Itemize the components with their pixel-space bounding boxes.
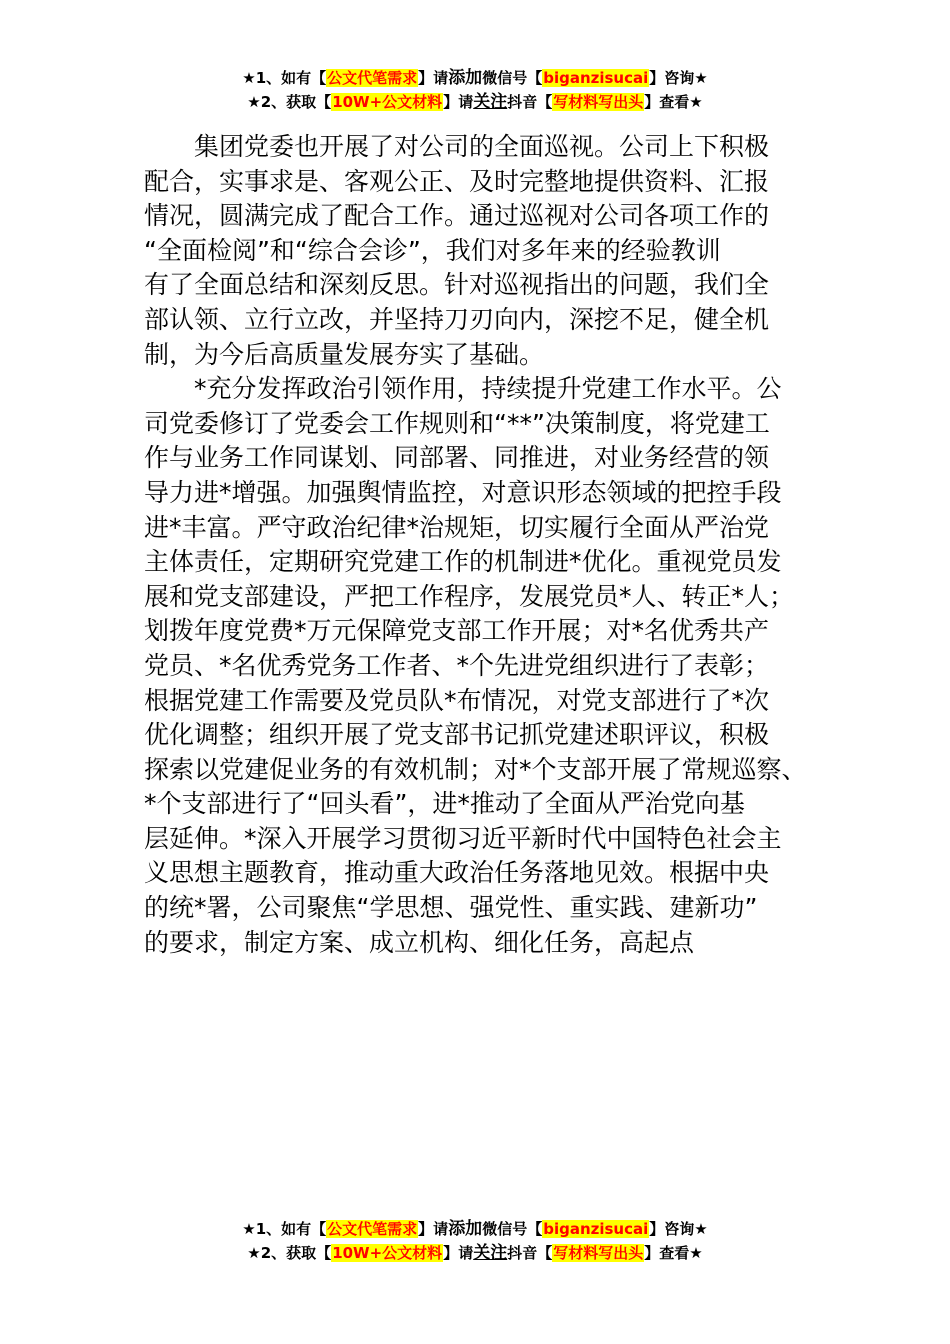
- highlight-wechat-id: biganzisucai: [543, 1220, 649, 1238]
- banner-emphasis: 添加: [448, 68, 483, 88]
- paragraph-line: 作与业务工作同谋划、同部署、同推进，对业务经营的领: [144, 443, 770, 473]
- highlight-douyin-account: 写材料写出头: [553, 93, 644, 111]
- paragraph-line: 进*丰富。严守政治纪律*治规矩，切实履行全面从严治党: [144, 512, 770, 542]
- highlight-wechat-id: biganzisucai: [543, 69, 649, 87]
- paragraph-line: 配合，实事求是、客观公正、及时完整地提供资料、汇报: [144, 166, 770, 196]
- banner-text: 微信号【: [482, 1220, 543, 1238]
- banner-text: 】请: [443, 1244, 474, 1262]
- banner-text: 】请: [418, 1220, 449, 1238]
- highlight-ghostwriting: 公文代笔需求: [327, 69, 418, 87]
- banner-text: ★2、获取【: [247, 1244, 332, 1262]
- banner-text: 抖音【: [507, 1244, 553, 1262]
- paragraph-line: *充分发挥政治引领作用，持续提升党建工作水平。公: [194, 374, 782, 404]
- highlight-douyin-account: 写材料写出头: [553, 1244, 644, 1262]
- paragraph-line: 司党委修订了党委会工作规则和“**”决策制度，将党建工: [144, 408, 770, 438]
- paragraph-line: 主体责任，定期研究党建工作的机制进*优化。重视党员发: [144, 547, 782, 577]
- paragraph-line: “全面检阅”和“综合会诊”，我们对多年来的经验教训: [144, 235, 721, 265]
- banner-text: 】查看★: [644, 93, 703, 111]
- banner-emphasis: 关注: [473, 1243, 508, 1263]
- paragraph-line: 情况，圆满完成了配合工作。通过巡视对公司各项工作的: [144, 201, 770, 231]
- footer-banner: [0, 1217, 950, 1265]
- banner-text: ★2、获取【: [247, 93, 332, 111]
- paragraph-line: 集团党委也开展了对公司的全面巡视。公司上下积极: [194, 132, 770, 161]
- paragraph-line: 根据党建工作需要及党员队*布情况，对党支部进行了*次: [144, 685, 770, 715]
- banner-text: 抖音【: [507, 93, 553, 111]
- paragraph-line: 划拨年度党费*万元保障党支部工作开展；对*名优秀共产: [144, 616, 770, 646]
- paragraph-line: 制，为今后高质量发展夯实了基础。: [144, 339, 545, 369]
- paragraph-line: 义思想主题教育，推动重大政治任务落地见效。根据中央: [144, 858, 770, 888]
- paragraph-line: 的统*署，公司聚焦“学思想、强党性、重实践、建新功”: [144, 893, 758, 923]
- paragraph-line: 的要求，制定方案、成立机构、细化任务，高起点: [144, 927, 695, 957]
- banner-text: 】咨询★: [649, 69, 708, 87]
- banner-text: ★1、如有【: [242, 69, 327, 87]
- highlight-ghostwriting: 公文代笔需求: [327, 1220, 418, 1238]
- banner-line-1: [0, 1217, 950, 1241]
- banner-line-2: [0, 1241, 950, 1265]
- highlight-materials: 10W+公文材料: [332, 93, 443, 111]
- banner-text: 微信号【: [482, 69, 543, 87]
- banner-text: 】咨询★: [649, 1220, 708, 1238]
- paragraph-line: 探索以党建促业务的有效机制；对*个支部开展了常规巡察、: [144, 754, 807, 784]
- paragraph-line: *个支部进行了“回头看”，进*推动了全面从严治党向基: [144, 789, 745, 819]
- banner-text: 】请: [418, 69, 449, 87]
- banner-line-1: [0, 66, 950, 90]
- paragraph-line: 优化调整；组织开展了党支部书记抓党建述职评议，积极: [144, 720, 770, 750]
- paragraph-line: 党员、*名优秀党务工作者、*个先进党组织进行了表彰；: [144, 650, 770, 680]
- paragraph-line: 部认领、立行立改，并坚持刀刃向内，深挖不足，健全机: [144, 304, 770, 334]
- banner-text: 】查看★: [644, 1244, 703, 1262]
- header-banner: [0, 66, 950, 114]
- paragraph-line: 展和党支部建设，严把工作程序，发展党员*人、转正*人；: [144, 581, 795, 611]
- paragraph-line: 有了全面总结和深刻反思。针对巡视指出的问题，我们全: [144, 270, 770, 300]
- banner-emphasis: 添加: [448, 1219, 483, 1239]
- banner-text: ★1、如有【: [242, 1220, 327, 1238]
- banner-line-2: [0, 90, 950, 114]
- banner-emphasis: 关注: [473, 92, 508, 112]
- paragraph-line: 导力进*增强。加强舆情监控，对意识形态领域的把控手段: [144, 477, 782, 507]
- document-body: [144, 130, 834, 960]
- highlight-materials: 10W+公文材料: [332, 1244, 443, 1262]
- paragraph-line: 层延伸。*深入开展学习贯彻习近平新时代中国特色社会主: [144, 823, 782, 853]
- banner-text: 】请: [443, 93, 474, 111]
